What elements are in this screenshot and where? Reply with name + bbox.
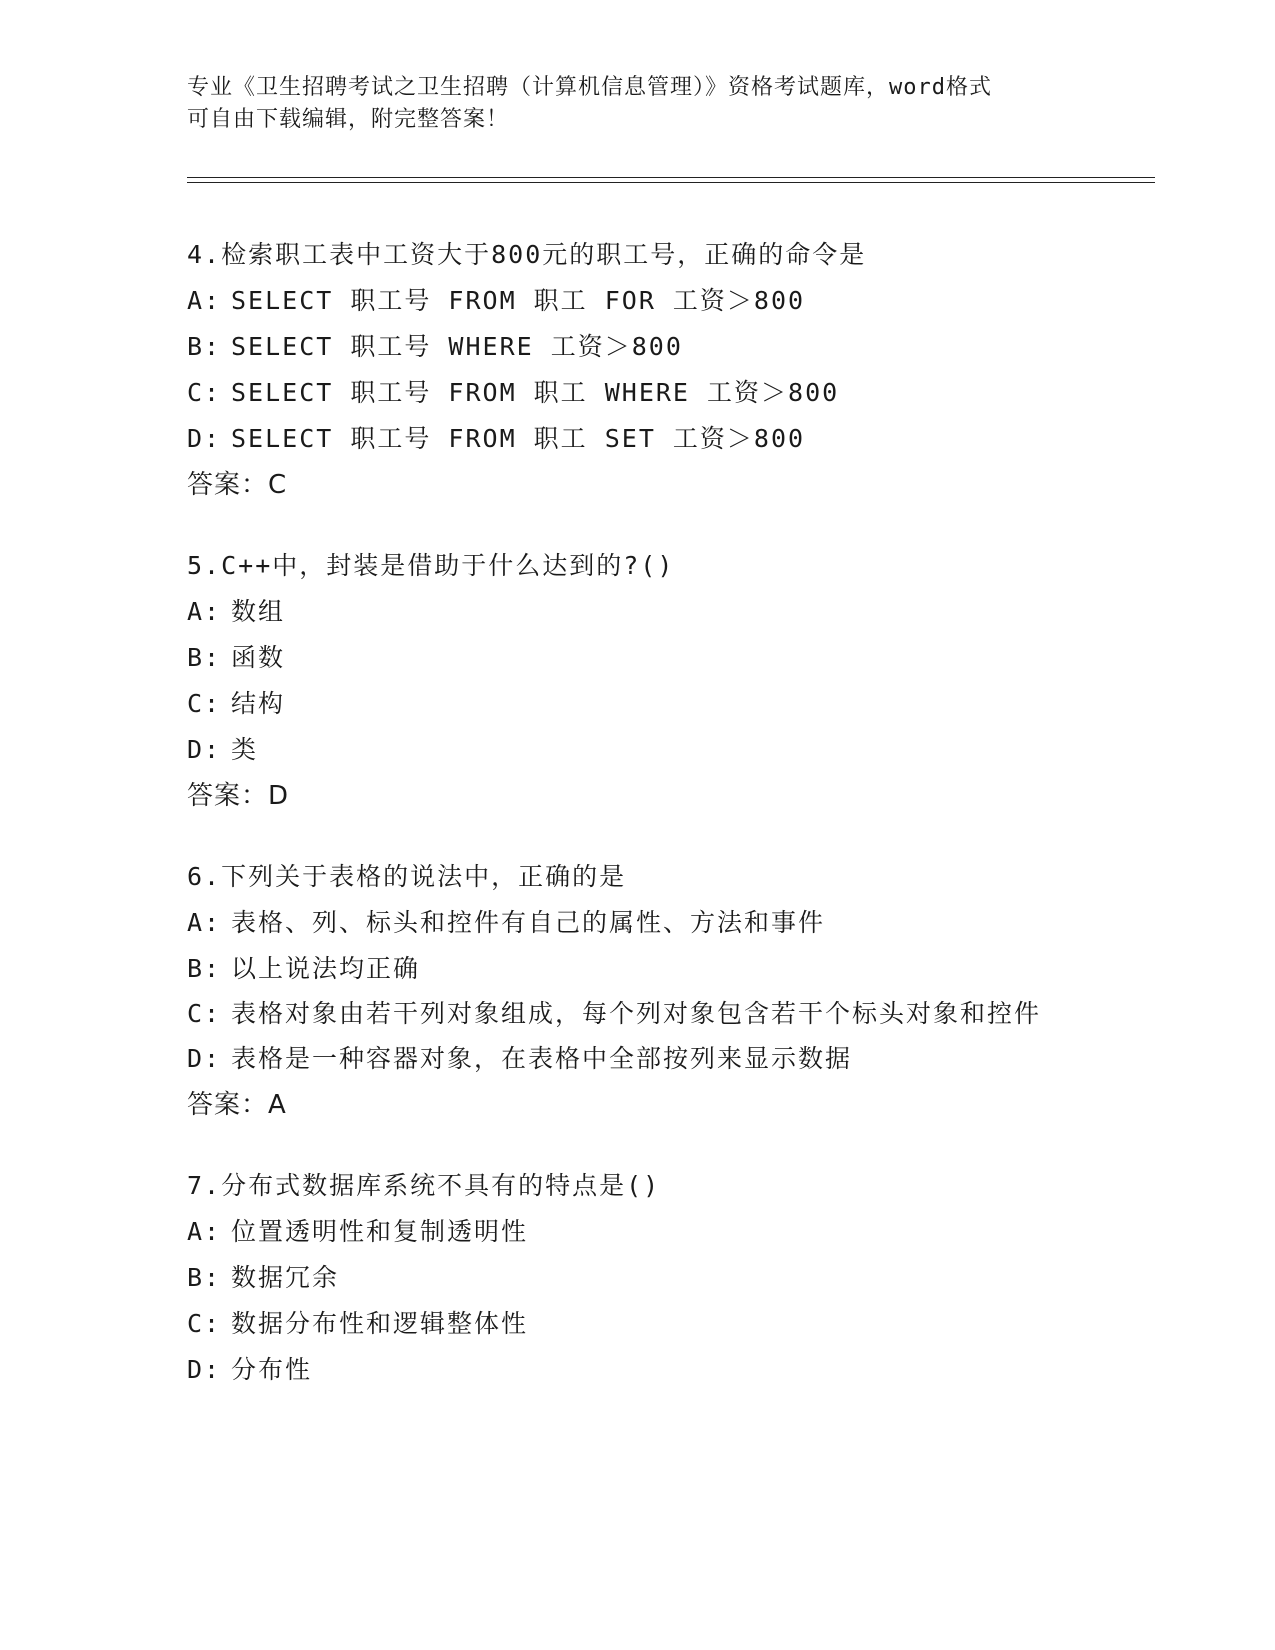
option-b [187,635,1087,681]
option-text: 数据冗余 [231,1263,340,1292]
option-label: D: [187,1355,222,1384]
answer-text: 答案：A [187,1090,287,1120]
option-text: 函数 [231,643,286,672]
option-label: C: [187,999,222,1028]
question-stem: 4.检索职工表中工资大于800元的职工号，正确的命令是 [187,240,867,269]
option-b [187,1255,1087,1301]
header-line-2: 可自由下载编辑，附完整答案！ [187,107,510,132]
question-stem: 7.分布式数据库系统不具有的特点是() [187,1171,661,1200]
option-c [187,681,1087,727]
option-label: A: [187,286,222,315]
option-label: B: [187,332,222,361]
option-text: 结构 [231,689,286,718]
option-text: 分布性 [231,1355,313,1384]
option-a [187,278,1087,324]
option-label: B: [187,643,222,672]
option-c [187,370,1087,416]
option-b [187,324,1087,370]
option-text: SELECT 职工号 FROM 职工 SET 工资＞800 [231,424,806,453]
header-divider-bottom [187,182,1155,183]
option-label: D: [187,1044,222,1073]
option-text: 以上说法均正确 [231,954,421,983]
option-label: B: [187,1263,222,1292]
option-label: C: [187,689,222,718]
option-label: D: [187,735,222,764]
option-label: A: [187,597,222,626]
option-d [187,1036,1087,1082]
option-a [187,900,1087,946]
option-text: SELECT 职工号 FROM 职工 WHERE 工资＞800 [231,378,840,407]
answer-text: 答案：D [187,781,290,811]
option-text: 数组 [231,597,286,626]
document-header [187,72,1087,136]
option-text: 表格是一种容器对象，在表格中全部按列来显示数据 [231,1044,853,1073]
option-label: D: [187,424,222,453]
option-text: SELECT 职工号 FROM 职工 FOR 工资＞800 [231,286,806,315]
option-label: B: [187,954,222,983]
option-text: 位置透明性和复制透明性 [231,1217,529,1246]
option-text: 表格、列、标头和控件有自己的属性、方法和事件 [231,908,826,937]
option-a [187,589,1087,635]
option-c [187,1301,1087,1347]
option-d [187,1347,1087,1393]
question-6 [187,854,1087,1128]
header-divider-top [187,177,1155,178]
question-list [187,232,1087,1428]
option-d [187,727,1087,773]
option-label: C: [187,1309,222,1338]
question-stem: 5.C++中，封装是借助于什么达到的?() [187,551,675,580]
question-stem: 6.下列关于表格的说法中，正确的是 [187,862,627,891]
option-c [187,992,1067,1036]
option-b [187,946,1087,992]
option-text: SELECT 职工号 WHERE 工资＞800 [231,332,683,361]
option-label: A: [187,908,222,937]
question-7 [187,1163,1087,1393]
option-a [187,1209,1087,1255]
option-d [187,416,1087,462]
option-text: 表格对象由若干列对象组成，每个列对象包含若干个标头对象和控件 [231,999,1042,1028]
header-line-1: 专业《卫生招聘考试之卫生招聘（计算机信息管理）》资格考试题库，word格式 [187,75,992,100]
option-label: A: [187,1217,222,1246]
option-text: 类 [231,735,259,764]
answer-text: 答案：C [187,470,288,500]
question-4 [187,232,1087,508]
question-5 [187,543,1087,819]
option-text: 数据分布性和逻辑整体性 [231,1309,529,1338]
option-label: C: [187,378,222,407]
